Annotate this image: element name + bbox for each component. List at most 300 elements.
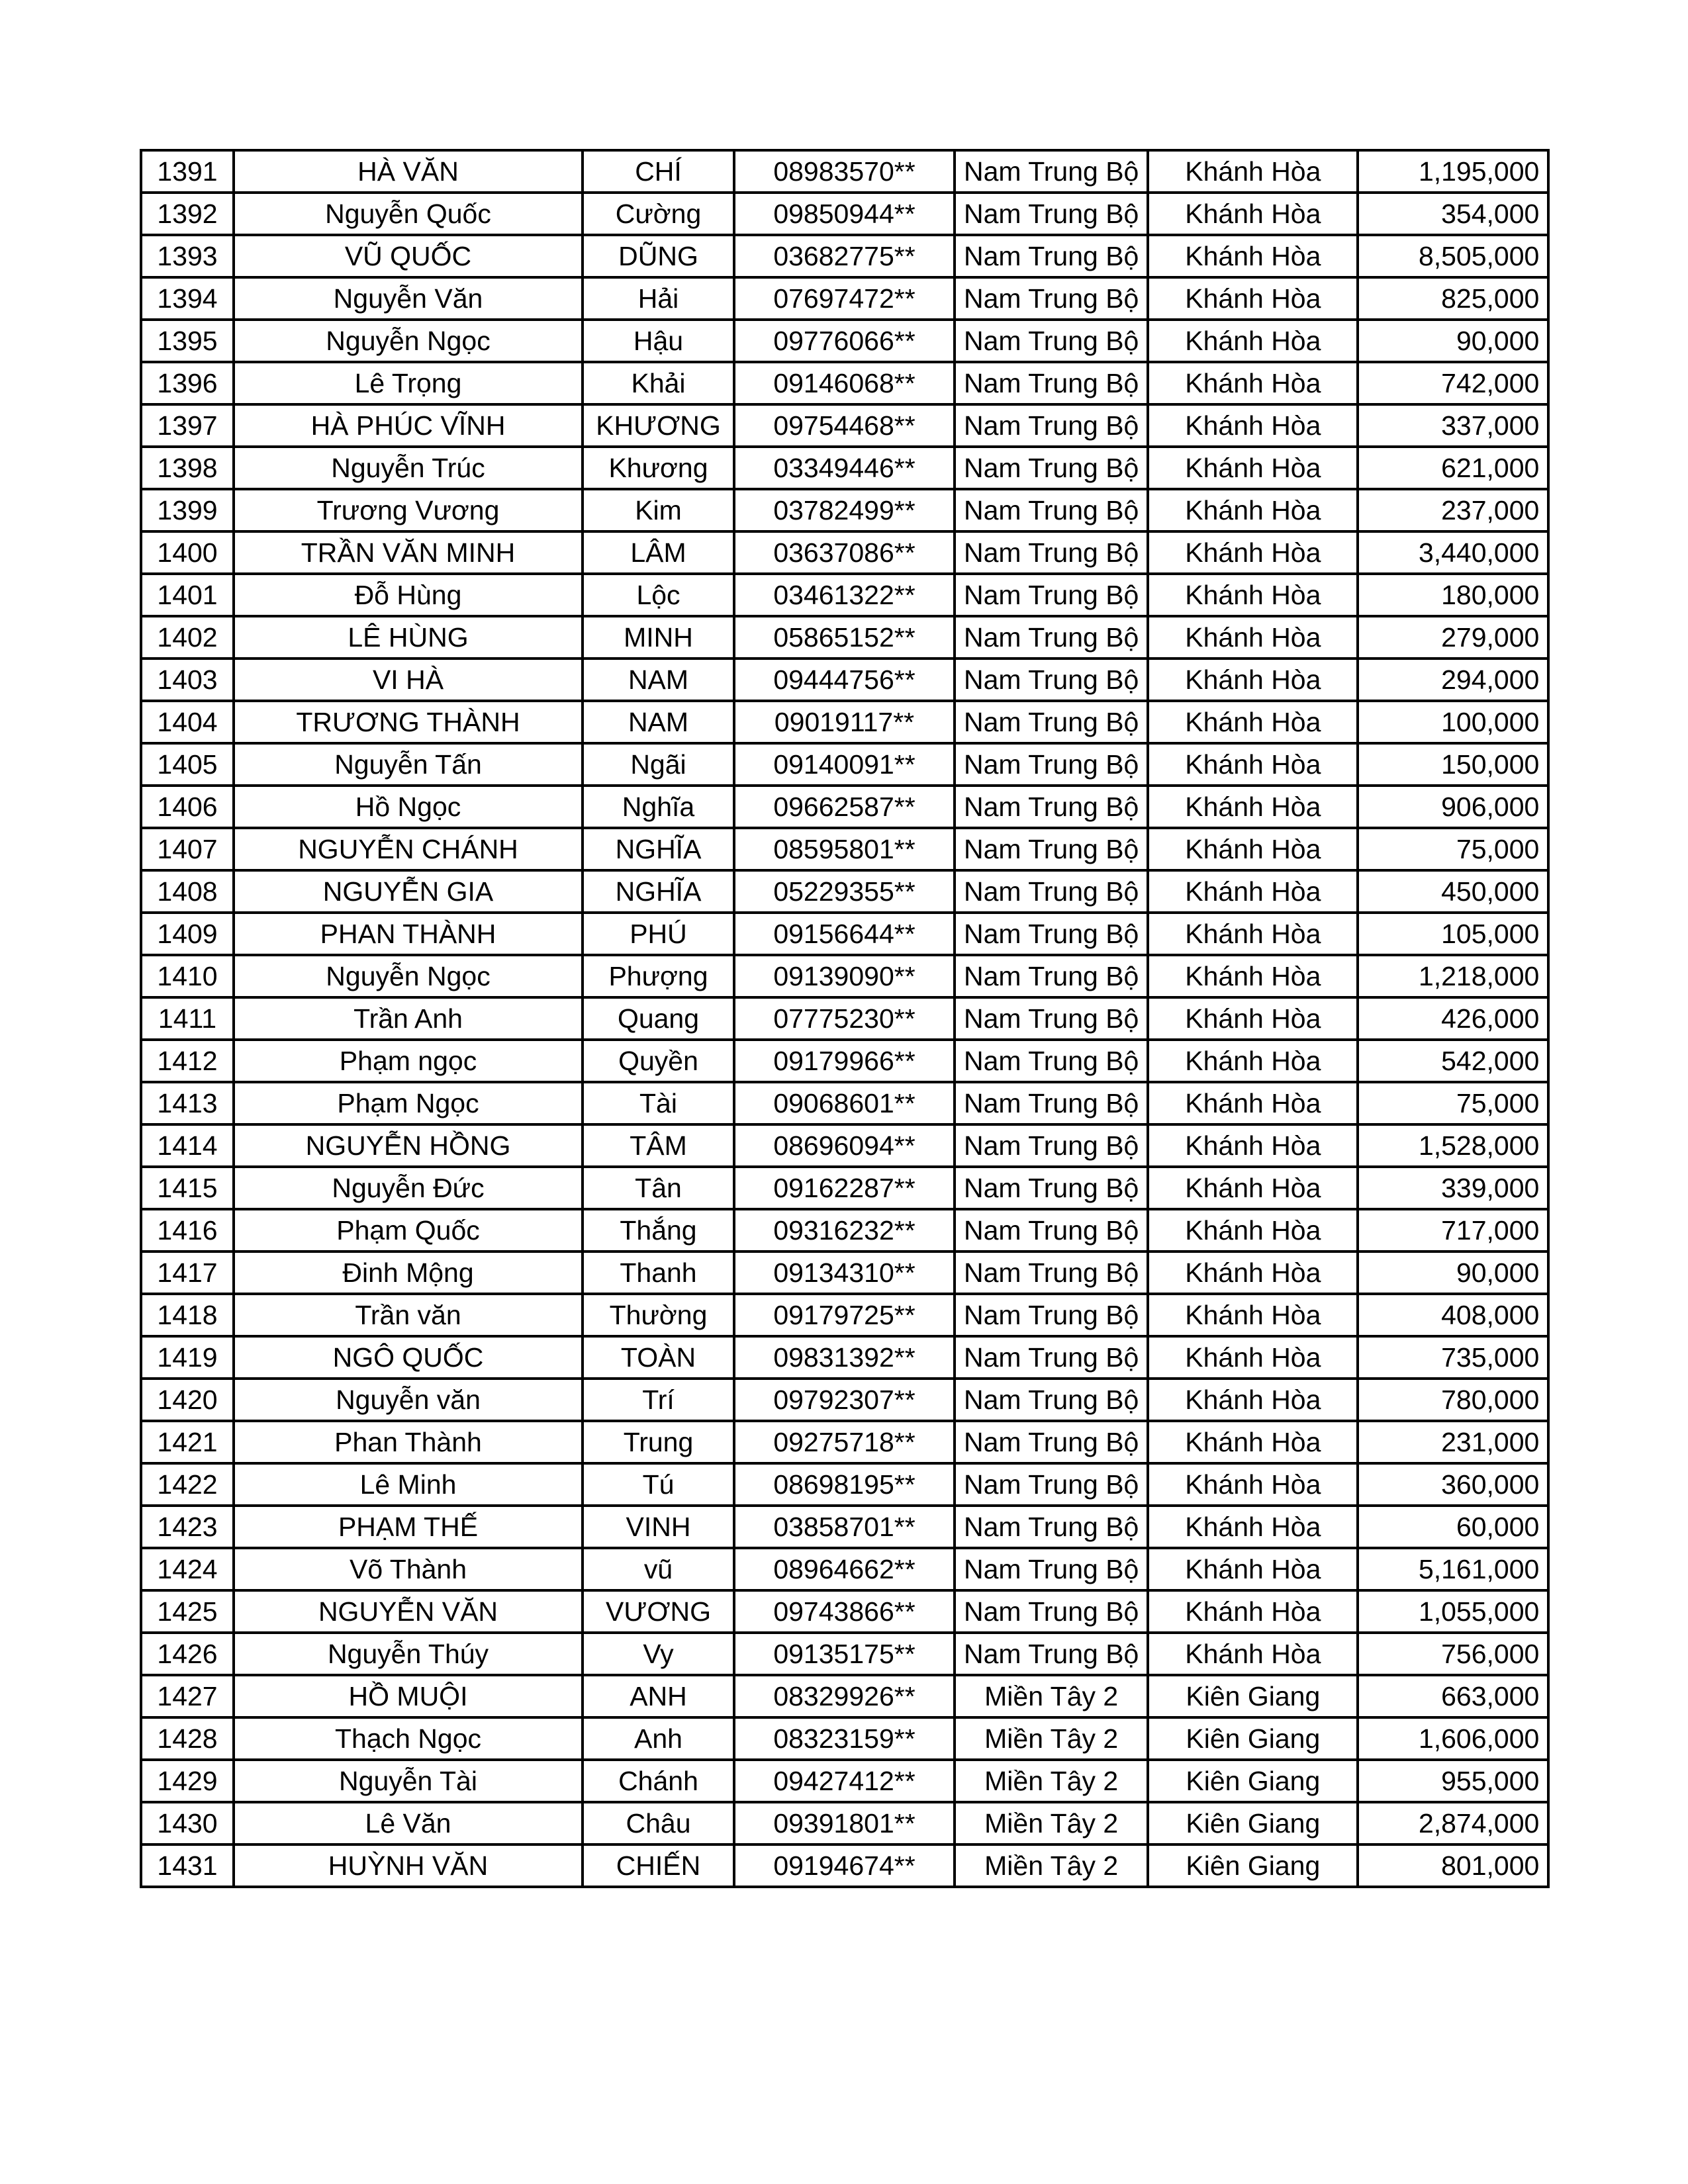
phone-number-cell: 08595801**: [734, 828, 955, 870]
phone-number-cell: 09139090**: [734, 955, 955, 997]
first-name-cell: Phượng: [583, 955, 734, 997]
row-number-cell: 1419: [141, 1336, 234, 1379]
last-name-cell: NGUYỄN VĂN: [234, 1590, 583, 1633]
phone-number-cell: 09068601**: [734, 1082, 955, 1124]
table-row: [141, 277, 1548, 320]
first-name-cell: Hải: [583, 277, 734, 320]
region-cell: Nam Trung Bộ: [955, 1463, 1148, 1506]
amount-cell: 354,000: [1358, 193, 1548, 235]
province-cell: Khánh Hòa: [1148, 489, 1358, 531]
province-cell: Kiên Giang: [1148, 1675, 1358, 1717]
first-name-cell: TÂM: [583, 1124, 734, 1167]
first-name-cell: Kim: [583, 489, 734, 531]
amount-cell: 90,000: [1358, 1251, 1548, 1294]
first-name-cell: NAM: [583, 659, 734, 701]
last-name-cell: HỒ MUỘI: [234, 1675, 583, 1717]
first-name-cell: PHÚ: [583, 913, 734, 955]
first-name-cell: CHIẾN: [583, 1844, 734, 1887]
region-cell: Nam Trung Bộ: [955, 1082, 1148, 1124]
amount-cell: 237,000: [1358, 489, 1548, 531]
amount-cell: 426,000: [1358, 997, 1548, 1040]
province-cell: Khánh Hòa: [1148, 1379, 1358, 1421]
first-name-cell: Lộc: [583, 574, 734, 616]
phone-number-cell: 09156644**: [734, 913, 955, 955]
last-name-cell: Nguyễn Tài: [234, 1760, 583, 1802]
table-row: [141, 1294, 1548, 1336]
last-name-cell: Nguyễn Đức: [234, 1167, 583, 1209]
table-row: [141, 913, 1548, 955]
row-number-cell: 1428: [141, 1717, 234, 1760]
province-cell: Khánh Hòa: [1148, 362, 1358, 404]
region-cell: Nam Trung Bộ: [955, 659, 1148, 701]
region-cell: Nam Trung Bộ: [955, 489, 1148, 531]
last-name-cell: NGÔ QUỐC: [234, 1336, 583, 1379]
row-number-cell: 1399: [141, 489, 234, 531]
amount-cell: 231,000: [1358, 1421, 1548, 1463]
table-row: [141, 955, 1548, 997]
province-cell: Khánh Hòa: [1148, 531, 1358, 574]
table-row: [141, 1124, 1548, 1167]
phone-number-cell: 09391801**: [734, 1802, 955, 1844]
phone-number-cell: 03349446**: [734, 447, 955, 489]
last-name-cell: NGUYỄN CHÁNH: [234, 828, 583, 870]
first-name-cell: Hậu: [583, 320, 734, 362]
phone-number-cell: 09275718**: [734, 1421, 955, 1463]
row-number-cell: 1414: [141, 1124, 234, 1167]
row-number-cell: 1401: [141, 574, 234, 616]
last-name-cell: Trần văn: [234, 1294, 583, 1336]
province-cell: Kiên Giang: [1148, 1760, 1358, 1802]
last-name-cell: Nguyễn Trúc: [234, 447, 583, 489]
province-cell: Khánh Hòa: [1148, 320, 1358, 362]
province-cell: Khánh Hòa: [1148, 1040, 1358, 1082]
phone-number-cell: 08323159**: [734, 1717, 955, 1760]
row-number-cell: 1392: [141, 193, 234, 235]
table-row: [141, 1251, 1548, 1294]
table-row: [141, 1844, 1548, 1887]
table-row: [141, 320, 1548, 362]
phone-number-cell: 07775230**: [734, 997, 955, 1040]
table-row: [141, 1209, 1548, 1251]
amount-cell: 663,000: [1358, 1675, 1548, 1717]
first-name-cell: vũ: [583, 1548, 734, 1590]
row-number-cell: 1423: [141, 1506, 234, 1548]
phone-number-cell: 09444756**: [734, 659, 955, 701]
amount-cell: 717,000: [1358, 1209, 1548, 1251]
last-name-cell: Trương Vương: [234, 489, 583, 531]
amount-cell: 780,000: [1358, 1379, 1548, 1421]
region-cell: Nam Trung Bộ: [955, 1251, 1148, 1294]
row-number-cell: 1420: [141, 1379, 234, 1421]
region-cell: Miền Tây 2: [955, 1675, 1148, 1717]
last-name-cell: Nguyễn Quốc: [234, 193, 583, 235]
table-row: [141, 743, 1548, 786]
region-cell: Nam Trung Bộ: [955, 320, 1148, 362]
region-cell: Nam Trung Bộ: [955, 1040, 1148, 1082]
last-name-cell: Phạm Quốc: [234, 1209, 583, 1251]
phone-number-cell: 08983570**: [734, 150, 955, 193]
last-name-cell: Nguyễn Ngọc: [234, 320, 583, 362]
table-row: [141, 235, 1548, 277]
amount-cell: 1,195,000: [1358, 150, 1548, 193]
amount-cell: 825,000: [1358, 277, 1548, 320]
last-name-cell: Nguyễn văn: [234, 1379, 583, 1421]
last-name-cell: HUỲNH VĂN: [234, 1844, 583, 1887]
phone-number-cell: 09146068**: [734, 362, 955, 404]
row-number-cell: 1406: [141, 786, 234, 828]
row-number-cell: 1404: [141, 701, 234, 743]
first-name-cell: Trung: [583, 1421, 734, 1463]
phone-number-cell: 09754468**: [734, 404, 955, 447]
first-name-cell: TOÀN: [583, 1336, 734, 1379]
province-cell: Khánh Hòa: [1148, 786, 1358, 828]
province-cell: Khánh Hòa: [1148, 150, 1358, 193]
province-cell: Khánh Hòa: [1148, 743, 1358, 786]
table-row: [141, 531, 1548, 574]
phone-number-cell: 09662587**: [734, 786, 955, 828]
amount-cell: 150,000: [1358, 743, 1548, 786]
last-name-cell: PHAN THÀNH: [234, 913, 583, 955]
first-name-cell: NAM: [583, 701, 734, 743]
province-cell: Khánh Hòa: [1148, 913, 1358, 955]
table-body: [141, 150, 1548, 1887]
row-number-cell: 1410: [141, 955, 234, 997]
amount-cell: 337,000: [1358, 404, 1548, 447]
row-number-cell: 1412: [141, 1040, 234, 1082]
amount-cell: 90,000: [1358, 320, 1548, 362]
region-cell: Miền Tây 2: [955, 1760, 1148, 1802]
province-cell: Khánh Hòa: [1148, 574, 1358, 616]
phone-number-cell: 09179725**: [734, 1294, 955, 1336]
table-row: [141, 1548, 1548, 1590]
first-name-cell: ANH: [583, 1675, 734, 1717]
phone-number-cell: 08964662**: [734, 1548, 955, 1590]
row-number-cell: 1421: [141, 1421, 234, 1463]
region-cell: Nam Trung Bộ: [955, 955, 1148, 997]
region-cell: Nam Trung Bộ: [955, 701, 1148, 743]
first-name-cell: Tân: [583, 1167, 734, 1209]
phone-number-cell: 08696094**: [734, 1124, 955, 1167]
province-cell: Khánh Hòa: [1148, 404, 1358, 447]
region-cell: Nam Trung Bộ: [955, 828, 1148, 870]
row-number-cell: 1409: [141, 913, 234, 955]
province-cell: Khánh Hòa: [1148, 1251, 1358, 1294]
last-name-cell: TRẦN VĂN MINH: [234, 531, 583, 574]
table-row: [141, 870, 1548, 913]
region-cell: Nam Trung Bộ: [955, 1506, 1148, 1548]
region-cell: Nam Trung Bộ: [955, 1633, 1148, 1675]
row-number-cell: 1394: [141, 277, 234, 320]
amount-cell: 294,000: [1358, 659, 1548, 701]
first-name-cell: NGHĨA: [583, 870, 734, 913]
region-cell: Nam Trung Bộ: [955, 150, 1148, 193]
first-name-cell: Thanh: [583, 1251, 734, 1294]
region-cell: Nam Trung Bộ: [955, 235, 1148, 277]
region-cell: Nam Trung Bộ: [955, 193, 1148, 235]
province-cell: Khánh Hòa: [1148, 1336, 1358, 1379]
table-row: [141, 404, 1548, 447]
region-cell: Nam Trung Bộ: [955, 574, 1148, 616]
phone-number-cell: 09831392**: [734, 1336, 955, 1379]
province-cell: Khánh Hòa: [1148, 277, 1358, 320]
region-cell: Miền Tây 2: [955, 1844, 1148, 1887]
province-cell: Khánh Hòa: [1148, 1506, 1358, 1548]
first-name-cell: Ngãi: [583, 743, 734, 786]
table-row: [141, 1506, 1548, 1548]
table-row: [141, 1421, 1548, 1463]
row-number-cell: 1398: [141, 447, 234, 489]
row-number-cell: 1393: [141, 235, 234, 277]
last-name-cell: Nguyễn Tấn: [234, 743, 583, 786]
table-row: [141, 701, 1548, 743]
phone-number-cell: 09194674**: [734, 1844, 955, 1887]
last-name-cell: Thạch Ngọc: [234, 1717, 583, 1760]
province-cell: Khánh Hòa: [1148, 1590, 1358, 1633]
amount-cell: 360,000: [1358, 1463, 1548, 1506]
table-row: [141, 489, 1548, 531]
phone-number-cell: 05865152**: [734, 616, 955, 659]
amount-cell: 1,055,000: [1358, 1590, 1548, 1633]
row-number-cell: 1411: [141, 997, 234, 1040]
first-name-cell: Thường: [583, 1294, 734, 1336]
last-name-cell: Nguyễn Ngọc: [234, 955, 583, 997]
amount-cell: 955,000: [1358, 1760, 1548, 1802]
amount-cell: 75,000: [1358, 828, 1548, 870]
phone-number-cell: 09140091**: [734, 743, 955, 786]
last-name-cell: TRƯƠNG THÀNH: [234, 701, 583, 743]
region-cell: Nam Trung Bộ: [955, 870, 1148, 913]
last-name-cell: Đinh Mộng: [234, 1251, 583, 1294]
table-row: [141, 362, 1548, 404]
first-name-cell: Chánh: [583, 1760, 734, 1802]
table-row: [141, 1802, 1548, 1844]
last-name-cell: PHẠM THẾ: [234, 1506, 583, 1548]
last-name-cell: LÊ HÙNG: [234, 616, 583, 659]
row-number-cell: 1407: [141, 828, 234, 870]
amount-cell: 1,528,000: [1358, 1124, 1548, 1167]
region-cell: Nam Trung Bộ: [955, 1379, 1148, 1421]
table-row: [141, 1717, 1548, 1760]
first-name-cell: Khương: [583, 447, 734, 489]
first-name-cell: MINH: [583, 616, 734, 659]
phone-number-cell: 08698195**: [734, 1463, 955, 1506]
amount-cell: 906,000: [1358, 786, 1548, 828]
phone-number-cell: 09134310**: [734, 1251, 955, 1294]
region-cell: Nam Trung Bộ: [955, 1167, 1148, 1209]
phone-number-cell: 09162287**: [734, 1167, 955, 1209]
province-cell: Khánh Hòa: [1148, 1463, 1358, 1506]
last-name-cell: Nguyễn Văn: [234, 277, 583, 320]
row-number-cell: 1403: [141, 659, 234, 701]
table-row: [141, 150, 1548, 193]
table-row: [141, 1336, 1548, 1379]
phone-number-cell: 08329926**: [734, 1675, 955, 1717]
phone-number-cell: 09316232**: [734, 1209, 955, 1251]
province-cell: Khánh Hòa: [1148, 828, 1358, 870]
phone-number-cell: 03637086**: [734, 531, 955, 574]
first-name-cell: Quyền: [583, 1040, 734, 1082]
province-cell: Kiên Giang: [1148, 1802, 1358, 1844]
region-cell: Nam Trung Bộ: [955, 1209, 1148, 1251]
last-name-cell: Phan Thành: [234, 1421, 583, 1463]
table-row: [141, 1633, 1548, 1675]
first-name-cell: Khải: [583, 362, 734, 404]
phone-number-cell: 09019117**: [734, 701, 955, 743]
row-number-cell: 1413: [141, 1082, 234, 1124]
amount-cell: 8,505,000: [1358, 235, 1548, 277]
phone-number-cell: 03461322**: [734, 574, 955, 616]
province-cell: Khánh Hòa: [1148, 1124, 1358, 1167]
amount-cell: 756,000: [1358, 1633, 1548, 1675]
phone-number-cell: 09743866**: [734, 1590, 955, 1633]
table-row: [141, 1167, 1548, 1209]
province-cell: Khánh Hòa: [1148, 1167, 1358, 1209]
last-name-cell: NGUYỄN HỒNG: [234, 1124, 583, 1167]
last-name-cell: Phạm Ngọc: [234, 1082, 583, 1124]
amount-cell: 5,161,000: [1358, 1548, 1548, 1590]
table-row: [141, 1590, 1548, 1633]
amount-cell: 1,606,000: [1358, 1717, 1548, 1760]
phone-number-cell: 09427412**: [734, 1760, 955, 1802]
table-row: [141, 786, 1548, 828]
region-cell: Nam Trung Bộ: [955, 913, 1148, 955]
table-row: [141, 1040, 1548, 1082]
row-number-cell: 1408: [141, 870, 234, 913]
table-row: [141, 1463, 1548, 1506]
table-row: [141, 659, 1548, 701]
province-cell: Kiên Giang: [1148, 1844, 1358, 1887]
row-number-cell: 1426: [141, 1633, 234, 1675]
province-cell: Khánh Hòa: [1148, 616, 1358, 659]
row-number-cell: 1418: [141, 1294, 234, 1336]
province-cell: Khánh Hòa: [1148, 659, 1358, 701]
phone-number-cell: 09792307**: [734, 1379, 955, 1421]
amount-cell: 742,000: [1358, 362, 1548, 404]
last-name-cell: Lê Minh: [234, 1463, 583, 1506]
amount-cell: 2,874,000: [1358, 1802, 1548, 1844]
row-number-cell: 1396: [141, 362, 234, 404]
last-name-cell: Võ Thành: [234, 1548, 583, 1590]
last-name-cell: Trần Anh: [234, 997, 583, 1040]
amount-cell: 60,000: [1358, 1506, 1548, 1548]
first-name-cell: VƯƠNG: [583, 1590, 734, 1633]
province-cell: Khánh Hòa: [1148, 701, 1358, 743]
first-name-cell: NGHĨA: [583, 828, 734, 870]
last-name-cell: Lê Văn: [234, 1802, 583, 1844]
amount-cell: 408,000: [1358, 1294, 1548, 1336]
first-name-cell: Nghĩa: [583, 786, 734, 828]
amount-cell: 450,000: [1358, 870, 1548, 913]
amount-cell: 3,440,000: [1358, 531, 1548, 574]
region-cell: Nam Trung Bộ: [955, 404, 1148, 447]
region-cell: Nam Trung Bộ: [955, 362, 1148, 404]
row-number-cell: 1424: [141, 1548, 234, 1590]
table-row: [141, 193, 1548, 235]
table-row: [141, 447, 1548, 489]
last-name-cell: Lê Trọng: [234, 362, 583, 404]
region-cell: Nam Trung Bộ: [955, 531, 1148, 574]
table-row: [141, 616, 1548, 659]
row-number-cell: 1422: [141, 1463, 234, 1506]
region-cell: Nam Trung Bộ: [955, 447, 1148, 489]
first-name-cell: Vy: [583, 1633, 734, 1675]
row-number-cell: 1431: [141, 1844, 234, 1887]
row-number-cell: 1402: [141, 616, 234, 659]
table-row: [141, 997, 1548, 1040]
first-name-cell: Quang: [583, 997, 734, 1040]
amount-cell: 1,218,000: [1358, 955, 1548, 997]
province-cell: Khánh Hòa: [1148, 955, 1358, 997]
first-name-cell: LÂM: [583, 531, 734, 574]
region-cell: Nam Trung Bộ: [955, 1421, 1148, 1463]
amount-cell: 339,000: [1358, 1167, 1548, 1209]
first-name-cell: KHƯƠNG: [583, 404, 734, 447]
last-name-cell: Hồ Ngọc: [234, 786, 583, 828]
row-number-cell: 1416: [141, 1209, 234, 1251]
province-cell: Khánh Hòa: [1148, 235, 1358, 277]
province-cell: Khánh Hòa: [1148, 193, 1358, 235]
row-number-cell: 1395: [141, 320, 234, 362]
row-number-cell: 1425: [141, 1590, 234, 1633]
region-cell: Nam Trung Bộ: [955, 786, 1148, 828]
phone-number-cell: 09179966**: [734, 1040, 955, 1082]
region-cell: Miền Tây 2: [955, 1717, 1148, 1760]
first-name-cell: VINH: [583, 1506, 734, 1548]
row-number-cell: 1430: [141, 1802, 234, 1844]
province-cell: Khánh Hòa: [1148, 1548, 1358, 1590]
province-cell: Khánh Hòa: [1148, 1209, 1358, 1251]
province-cell: Khánh Hòa: [1148, 997, 1358, 1040]
amount-cell: 735,000: [1358, 1336, 1548, 1379]
province-cell: Khánh Hòa: [1148, 1294, 1358, 1336]
first-name-cell: Tài: [583, 1082, 734, 1124]
first-name-cell: CHÍ: [583, 150, 734, 193]
row-number-cell: 1427: [141, 1675, 234, 1717]
province-cell: Khánh Hòa: [1148, 447, 1358, 489]
region-cell: Nam Trung Bộ: [955, 997, 1148, 1040]
province-cell: Khánh Hòa: [1148, 1421, 1358, 1463]
first-name-cell: Trí: [583, 1379, 734, 1421]
last-name-cell: Nguyễn Thúy: [234, 1633, 583, 1675]
phone-number-cell: 03682775**: [734, 235, 955, 277]
region-cell: Miền Tây 2: [955, 1802, 1148, 1844]
last-name-cell: Phạm ngọc: [234, 1040, 583, 1082]
amount-cell: 180,000: [1358, 574, 1548, 616]
last-name-cell: NGUYỄN GIA: [234, 870, 583, 913]
amount-cell: 105,000: [1358, 913, 1548, 955]
table-row: [141, 1379, 1548, 1421]
phone-number-cell: 05229355**: [734, 870, 955, 913]
phone-number-cell: 03782499**: [734, 489, 955, 531]
region-cell: Nam Trung Bộ: [955, 1294, 1148, 1336]
table-row: [141, 828, 1548, 870]
region-cell: Nam Trung Bộ: [955, 1336, 1148, 1379]
last-name-cell: HÀ VĂN: [234, 150, 583, 193]
last-name-cell: HÀ PHÚC VĨNH: [234, 404, 583, 447]
phone-number-cell: 09850944**: [734, 193, 955, 235]
amount-cell: 542,000: [1358, 1040, 1548, 1082]
last-name-cell: Đỗ Hùng: [234, 574, 583, 616]
region-cell: Nam Trung Bộ: [955, 743, 1148, 786]
phone-number-cell: 07697472**: [734, 277, 955, 320]
province-cell: Khánh Hòa: [1148, 1633, 1358, 1675]
province-cell: Khánh Hòa: [1148, 1082, 1358, 1124]
first-name-cell: Tú: [583, 1463, 734, 1506]
amount-cell: 100,000: [1358, 701, 1548, 743]
phone-number-cell: 09776066**: [734, 320, 955, 362]
first-name-cell: Cường: [583, 193, 734, 235]
row-number-cell: 1391: [141, 150, 234, 193]
